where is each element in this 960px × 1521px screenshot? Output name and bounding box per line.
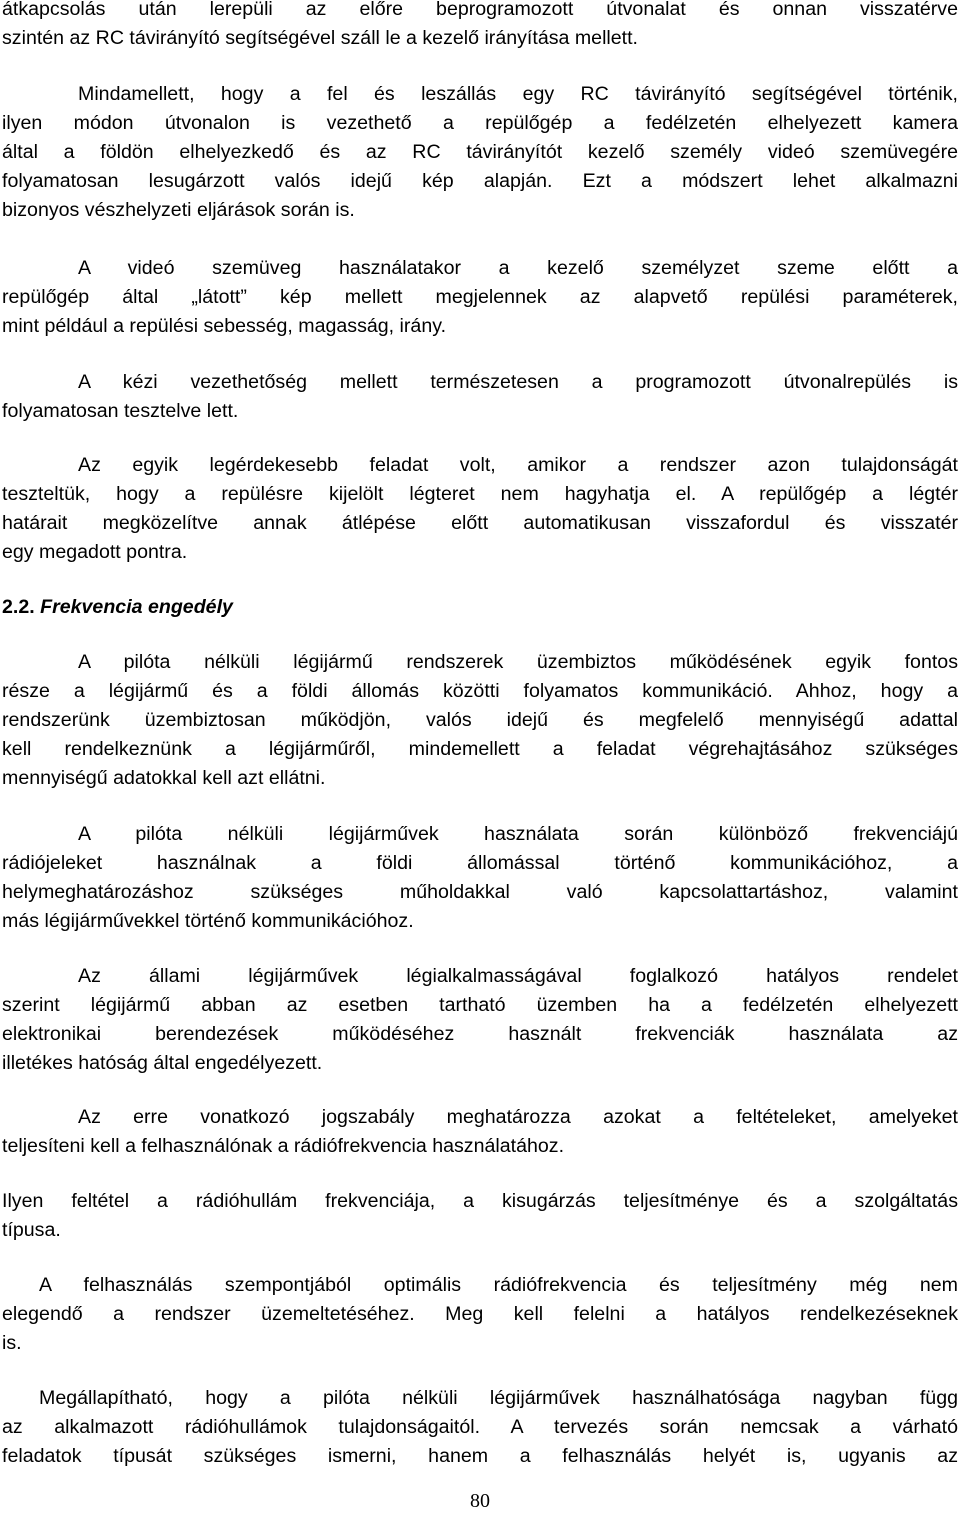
section-title: Frekvencia engedély (40, 596, 233, 618)
paragraph (2, 1103, 958, 1161)
paragraph-line: elektronikai berendezések működéséhez használt frekvenciák használata az (2, 1023, 958, 1045)
paragraph-line-text: A pilóta nélküli légijárművek használata során különböző frekvenciájú (78, 823, 958, 845)
paragraph (2, 254, 958, 341)
paragraph (2, 820, 958, 936)
paragraph (2, 368, 958, 426)
paragraph-line: által a földön elhelyezkedő és az RC távirányítót kezelő személy videó szemüvegére (2, 141, 958, 163)
paragraph (2, 80, 958, 225)
paragraph (2, 1271, 958, 1358)
paragraph-line: más légijárművekkel történő kommunikációhoz. (2, 910, 414, 932)
paragraph-line: mint például a repülési sebesség, magasság, irány. (2, 315, 447, 337)
paragraph-line: Ilyen feltétel a rádióhullám frekvenciája, a kisugárzás teljesítménye és a szolgáltatás (2, 1190, 958, 1212)
paragraph-line (2, 820, 958, 849)
paragraph-line: folyamatosan tesztelve lett. (2, 400, 239, 422)
paragraph-line-text: A kézi vezethetőség mellett természetesen a programozott útvonalrepülés is (78, 371, 958, 393)
paragraph-line-text: Mindamellett, hogy a fel és leszállás egy RC távirányító segítségével történik, (78, 83, 958, 105)
paragraph-line: rendszerünk üzembiztosan működjön, valós idejű és megfelelő mennyiségű adattal (2, 709, 958, 731)
paragraph-continuation (2, 0, 958, 53)
paragraph-line: folyamatosan lesugárzott valós idejű kép alapján. Ezt a módszert lehet alkalmazni (2, 170, 958, 192)
paragraph-line (2, 1384, 958, 1413)
paragraph-line (2, 648, 958, 677)
paragraph-line: szintén az RC távirányító segítségével száll le a kezelő irányítása mellett. (2, 27, 639, 49)
paragraph-line-text: A felhasználás szempontjából optimális rádiófrekvencia és teljesítmény még nem (39, 1274, 958, 1296)
paragraph-line: szerint légijármű abban az esetben tartható üzemben ha a fedélzetén elhelyezett (2, 994, 958, 1016)
paragraph-line: része a légijármű és a földi állomás közötti folyamatos kommunikáció. Ahhoz, hogy a (2, 680, 958, 702)
paragraph-line (2, 1103, 958, 1132)
paragraph-line: bizonyos vészhelyzeti eljárások során is. (2, 199, 355, 221)
paragraph (2, 1384, 958, 1471)
paragraph-line (2, 1271, 958, 1300)
paragraph-line-text: Megállapítható, hogy a pilóta nélküli légijárművek használhatósága nagyban függ (39, 1387, 958, 1409)
paragraph-line: feladatok típusát szükséges ismerni, hanem a felhasználás helyét is, ugyanis az (2, 1445, 958, 1467)
paragraph (2, 1187, 958, 1245)
paragraph-line: határait megközelítve annak átlépése előtt automatikusan visszafordul és visszatér (2, 512, 958, 534)
paragraph-line: illetékes hatóság által engedélyezett. (2, 1052, 323, 1074)
paragraph-line-text: A pilóta nélküli légijármű rendszerek üzembiztos működésének egyik fontos (78, 651, 958, 673)
paragraph (2, 451, 958, 567)
paragraph-line: típusa. (2, 1219, 61, 1241)
paragraph-line (2, 368, 958, 397)
paragraph-line-text: Az erre vonatkozó jogszabály meghatározza azokat a feltételeket, amelyeket (78, 1106, 958, 1128)
paragraph-line: elegendő a rendszer üzemeltetéséhez. Meg kell felelni a hatályos rendelkezéseknek (2, 1303, 958, 1325)
paragraph-line-text: Az egyik legérdekesebb feladat volt, amikor a rendszer azon tulajdonságát (78, 454, 958, 476)
paragraph-line-text: A videó szemüveg használatakor a kezelő személyzet szeme előtt a (78, 257, 958, 279)
paragraph (2, 962, 958, 1078)
paragraph-line (2, 962, 958, 991)
paragraph-line-text: Az állami légijárművek légialkalmasságával foglalkozó hatályos rendelet (78, 965, 958, 987)
paragraph-line: rádiójeleket használnak a földi állomással történő kommunikációhoz, a (2, 852, 958, 874)
section-heading (2, 593, 233, 622)
paragraph-line: mennyiségű adatokkal kell azt ellátni. (2, 767, 326, 789)
paragraph-line: az alkalmazott rádióhullámok tulajdonságaitól. A tervezés során nemcsak a várható (2, 1416, 958, 1438)
paragraph (2, 648, 958, 793)
paragraph-line: kell rendelkeznünk a légijárműről, mindemellett a feladat végrehajtásához szükséges (2, 738, 958, 760)
page-number: 80 (470, 1490, 490, 1512)
paragraph-line: teljesíteni kell a felhasználónak a rádiófrekvencia használatához. (2, 1135, 565, 1157)
paragraph-line: teszteltük, hogy a repülésre kijelölt légteret nem hagyhatja el. A repülőgép a légtér (2, 483, 958, 505)
paragraph-line (2, 80, 958, 109)
paragraph-line: is. (2, 1332, 22, 1354)
paragraph-line: ilyen módon útvonalon is vezethető a repülőgép a fedélzetén elhelyezett kamera (2, 112, 958, 134)
paragraph-line (2, 254, 958, 283)
paragraph-line (2, 451, 958, 480)
paragraph-line: helymeghatározáshoz szükséges műholdakkal való kapcsolattartáshoz, valamint (2, 881, 958, 903)
paragraph-line: egy megadott pontra. (2, 541, 188, 563)
paragraph-line: átkapcsolás után lerepüli az előre beprogramozott útvonalat és onnan visszatérve (2, 0, 958, 20)
section-number: 2.2. (2, 596, 35, 618)
paragraph-line: repülőgép által „látott” kép mellett megjelennek az alapvető repülési paraméterek, (2, 286, 958, 308)
